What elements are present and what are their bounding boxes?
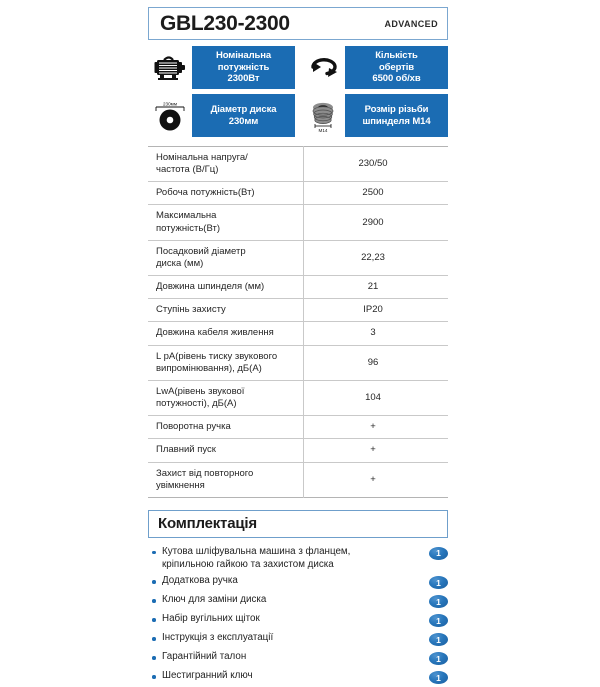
- quantity-badge: 1: [429, 652, 448, 665]
- package-item-label: [162, 594, 429, 607]
- feature-row: [148, 46, 448, 89]
- package-item-line: Шестигранний ключ: [162, 670, 253, 682]
- spec-key-line: LwA(рівень звукової: [156, 385, 245, 397]
- spec-key-line: потужності), дБ(А): [156, 398, 237, 410]
- spec-key: [148, 299, 304, 322]
- bullet-icon: [152, 551, 156, 555]
- spindle-thread-icon: [301, 94, 345, 137]
- quantity-badge: 1: [429, 633, 448, 646]
- table-row: [148, 439, 448, 462]
- package-item-line: Кутова шліфувальна машина з фланцем,: [162, 545, 351, 557]
- list-item: [148, 573, 448, 592]
- spec-key: [148, 322, 304, 345]
- grinding-disc-icon-caption: 230мм: [163, 101, 177, 106]
- spec-key: [148, 276, 304, 299]
- table-row: [148, 182, 448, 205]
- spec-key-line: Ступінь захисту: [156, 304, 226, 316]
- spec-value: 2900: [362, 216, 384, 228]
- spec-key: [148, 462, 304, 497]
- spec-key: [148, 439, 304, 462]
- feature-line: 6500 об/хв: [372, 73, 421, 85]
- package-contents-header: [148, 510, 448, 538]
- quantity-badge: 1: [429, 595, 448, 608]
- package-item-line: Набір вугільних щіток: [162, 613, 260, 625]
- spec-key-line: Робоча потужність(Вт): [156, 187, 255, 199]
- spec-key-line: Довжина кабеля живлення: [156, 327, 274, 339]
- spec-key: [148, 182, 304, 205]
- bullet-icon: [152, 675, 156, 679]
- package-contents-list: [148, 544, 448, 687]
- feature-line: обертів: [378, 61, 415, 73]
- table-row: [148, 322, 448, 345]
- spec-value: 2500: [362, 187, 384, 199]
- feature-line: Кількість: [375, 50, 418, 62]
- bullet-icon: [152, 656, 156, 660]
- spec-key: [148, 147, 304, 182]
- spec-value: IP20: [363, 304, 383, 316]
- quantity-badge: 1: [429, 671, 448, 684]
- table-row: [148, 299, 448, 322]
- package-item-line: Гарантійний талон: [162, 651, 247, 663]
- spec-key-line: Максимальна: [156, 210, 217, 222]
- list-item: [148, 611, 448, 630]
- spec-value: 21: [367, 281, 379, 293]
- package-item-label: [162, 651, 429, 664]
- list-item: [148, 668, 448, 687]
- spec-key-line: частота (В/Гц): [156, 164, 219, 176]
- product-spec-sheet: [148, 0, 448, 683]
- feature-line: Діаметр диска: [210, 103, 277, 115]
- feature-line: шпинделя М14: [362, 115, 431, 127]
- feature-spindle-thread: [301, 94, 448, 137]
- table-row: [148, 205, 448, 240]
- package-item-line: кріпильною гайкою та захистом диска: [162, 558, 334, 570]
- spec-key-line: диска (мм): [156, 257, 204, 269]
- spec-key-line: Поворотна ручка: [156, 421, 231, 433]
- spec-key-line: Посадковий діаметр: [156, 245, 246, 257]
- spec-key-line: потужність(Вт): [156, 222, 220, 234]
- rotation-arrow-icon: [301, 46, 345, 89]
- bullet-icon: [152, 618, 156, 622]
- grinding-disc-icon: [148, 94, 192, 137]
- feature-rpm-label: [345, 50, 448, 85]
- page-title: GBL230-2300: [160, 11, 290, 35]
- table-row: [148, 276, 448, 299]
- package-item-line: Інструкція з експлуатації: [162, 632, 274, 644]
- model-title-bar: [148, 7, 448, 40]
- table-row: [148, 240, 448, 275]
- bullet-icon: [152, 580, 156, 584]
- spec-value: 104: [365, 391, 381, 403]
- feature-rated-power: [148, 46, 295, 89]
- spec-key-line: випромінювання), дБ(А): [156, 362, 262, 374]
- spec-key: [148, 205, 304, 240]
- spec-key: [148, 380, 304, 415]
- package-item-label: [162, 575, 429, 588]
- table-row: [148, 147, 448, 182]
- spec-value: 230/50: [358, 158, 388, 170]
- package-item-label: [162, 546, 429, 571]
- spec-value: 96: [367, 356, 379, 368]
- quantity-badge: 1: [429, 547, 448, 560]
- spindle-thread-icon-caption: M14: [318, 127, 328, 133]
- package-item-label: [162, 632, 429, 645]
- feature-highlights: [148, 46, 448, 137]
- feature-disc-diameter: [148, 94, 295, 137]
- feature-rated-power-label: [192, 50, 295, 85]
- spec-value: 3: [370, 327, 376, 339]
- spec-value: +: [370, 444, 376, 456]
- spec-key-line: L pA(рівень тиску звукового: [156, 350, 278, 362]
- spec-key: [148, 416, 304, 439]
- table-row: [148, 380, 448, 415]
- spec-value: 22,23: [361, 251, 385, 263]
- feature-line: 2300Вт: [227, 73, 260, 85]
- feature-line: 230мм: [228, 115, 259, 127]
- spec-key-line: увімкнення: [156, 479, 205, 491]
- list-item: [148, 649, 448, 668]
- feature-spindle-thread-label: [345, 104, 448, 127]
- spec-value: +: [370, 421, 376, 433]
- status-badge: ADVANCED: [384, 18, 438, 29]
- spec-key-line: Плавний пуск: [156, 444, 216, 456]
- package-contents-title: Комплектація: [158, 515, 257, 533]
- spec-key: [148, 345, 304, 380]
- package-item-label: [162, 613, 429, 626]
- package-item-label: [162, 670, 429, 683]
- package-item-line: Додаткова ручка: [162, 575, 238, 587]
- spec-key-line: Захист від повторного: [156, 467, 254, 479]
- feature-row: [148, 94, 448, 137]
- motor-icon: [148, 46, 192, 89]
- specifications-table-body: [148, 147, 448, 498]
- list-item: [148, 630, 448, 649]
- spec-key-line: Довжина шпинделя (мм): [156, 281, 265, 293]
- feature-disc-diameter-label: [192, 104, 295, 127]
- list-item: [148, 544, 448, 573]
- bullet-icon: [152, 637, 156, 641]
- feature-line: потужність: [217, 61, 270, 73]
- specifications-table: [148, 146, 448, 498]
- spec-key: [148, 240, 304, 275]
- spec-key-line: Номінальна напруга/: [156, 152, 248, 163]
- feature-line: Номінальна: [215, 50, 272, 62]
- table-row: [148, 416, 448, 439]
- package-item-line: Ключ для заміни диска: [162, 594, 267, 606]
- table-row: [148, 345, 448, 380]
- list-item: [148, 592, 448, 611]
- table-row: [148, 462, 448, 497]
- quantity-badge: 1: [429, 614, 448, 627]
- spec-value: +: [370, 473, 376, 485]
- feature-line: Розмір різьби: [364, 103, 429, 115]
- quantity-badge: 1: [429, 576, 448, 589]
- feature-rpm: [301, 46, 448, 89]
